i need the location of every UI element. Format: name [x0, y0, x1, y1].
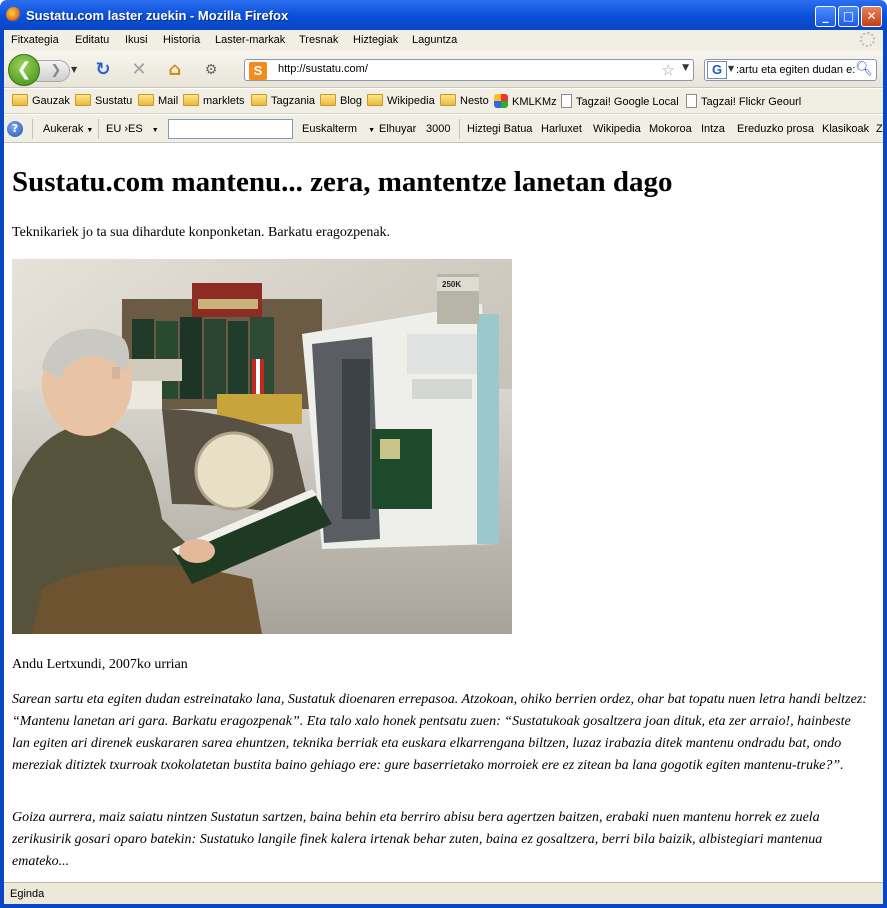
bookmark-blog[interactable]: Blog: [320, 94, 362, 107]
window-title: Sustatu.com laster zuekin - Mozilla Firefox: [26, 8, 289, 23]
menu-hiztegiak[interactable]: Hiztegiak: [353, 34, 399, 46]
bookmark-mail[interactable]: Mail: [138, 94, 178, 107]
firefox-logo-icon: [6, 7, 21, 22]
menu-laster-markak[interactable]: Laster-markak: [215, 34, 286, 46]
home-icon[interactable]: ⌂: [168, 59, 182, 80]
menu-fitxategia[interactable]: Fitxategia: [11, 34, 59, 46]
dictionary-selector[interactable]: Euskalterm ▼: [302, 123, 376, 135]
bookmark-kmlkmz[interactable]: KMLKMz: [494, 94, 557, 108]
link-mokoroa[interactable]: Mokoroa: [649, 123, 692, 135]
article-photo: [12, 259, 512, 634]
dictionary-search-input[interactable]: [168, 119, 293, 139]
back-button[interactable]: ❮: [8, 54, 40, 86]
menu-laguntza[interactable]: Laguntza: [412, 34, 458, 46]
url-text[interactable]: http://sustatu.com/: [278, 63, 368, 75]
search-icon[interactable]: 🔍︎: [855, 61, 873, 77]
reload-icon[interactable]: ↻: [95, 59, 111, 80]
folder-icon: [320, 94, 336, 106]
bookmark-sustatu[interactable]: Sustatu: [75, 94, 132, 107]
bookmark-tagzai-google-local[interactable]: Tagzai! Google Local: [561, 94, 679, 108]
google-search-engine-icon[interactable]: G: [707, 61, 727, 79]
engine-dropdown-icon[interactable]: ▼: [728, 64, 735, 73]
bookmark-tagzania[interactable]: Tagzania: [251, 94, 315, 107]
link-ereduzko-prosa[interactable]: Ereduzko prosa: [737, 123, 815, 135]
page-title: Sustatu.com mantenu... zera, mantentze lanetan dago: [12, 166, 673, 198]
url-dropdown-icon[interactable]: ▼: [682, 63, 689, 73]
minimize-button[interactable]: _: [815, 6, 836, 27]
status-text: Eginda: [10, 888, 45, 900]
window-titlebar[interactable]: [0, 0, 887, 30]
help-icon[interactable]: ?: [7, 121, 23, 137]
menu-bar: [4, 30, 883, 51]
forward-button[interactable]: ❯: [36, 60, 70, 82]
menu-ikusi[interactable]: Ikusi: [125, 34, 148, 46]
folder-icon: [367, 94, 383, 106]
dictionary-toolbar: [4, 115, 883, 143]
extension-icon[interactable]: ⚙: [204, 62, 218, 78]
link-elhuyar[interactable]: Elhuyar: [379, 123, 417, 135]
window-frame-right: [883, 30, 887, 908]
kml-icon: [494, 94, 508, 108]
navigation-toolbar: [4, 51, 883, 88]
dropdown-arrow-icon: ▼: [151, 127, 159, 134]
bookmark-star-icon[interactable]: ☆: [661, 61, 675, 79]
bookmark-gauzak[interactable]: Gauzak: [12, 94, 70, 107]
toolbar-separator: [98, 119, 99, 139]
page-icon: [686, 94, 697, 108]
search-box[interactable]: [704, 59, 877, 81]
status-bar: [4, 882, 883, 904]
bookmark-marklets[interactable]: marklets: [183, 94, 245, 107]
link-harluxet[interactable]: Harluxet: [541, 123, 582, 135]
language-pair-selector[interactable]: EU ›ES ▼: [106, 123, 159, 135]
aukerak-menu[interactable]: Aukerak ▼: [43, 123, 94, 135]
photo-illustration: [12, 259, 512, 634]
stop-icon[interactable]: ✕: [131, 59, 147, 80]
link-intza[interactable]: Intza: [701, 123, 725, 135]
menu-historia[interactable]: Historia: [163, 34, 201, 46]
folder-icon: [138, 94, 154, 106]
lead-text: Teknikariek jo ta sua dihardute konponketan. Barkatu eragozpenak.: [12, 225, 391, 240]
photo-label: 250K: [442, 280, 462, 289]
bookmark-wikipedia[interactable]: Wikipedia: [367, 94, 435, 107]
page-content[interactable]: [4, 144, 883, 882]
photo-caption: Andu Lertxundi, 2007ko urrian: [12, 657, 188, 672]
search-input[interactable]: [736, 62, 856, 78]
bookmarks-toolbar: [4, 89, 883, 114]
maximize-button[interactable]: □: [838, 6, 859, 27]
dropdown-arrow-icon: ▼: [86, 127, 94, 134]
bookmark-tagzai-flickr-geourl[interactable]: Tagzai! Flickr Geourl: [686, 94, 801, 108]
link-overflow[interactable]: Z: [876, 123, 883, 135]
link-klasikoak[interactable]: Klasikoak: [822, 123, 870, 135]
bookmark-nesto[interactable]: Nesto: [440, 94, 489, 107]
article-paragraph-2: Goiza aurrera, maiz saiatu nintzen Sustatun sartzen, baina behin eta berriro abisu bera agertzen baitzen, erabaki nuen mantenu horrek ez zuela zerikusirik gosari oparo batekin: Sustatuko langile finek kalera irtenak behar zuten, baina ez gosaltzera, berri bila baizik, albistegiari mantenua emateko...: [12, 810, 823, 869]
link-wikipedia[interactable]: Wikipedia: [593, 123, 641, 135]
folder-icon: [12, 94, 28, 106]
article-paragraph-1: Sarean sartu eta egiten dudan estreinatako lana, Sustatuk dioenaren errepasoa. Atzokoan, ohiko berrien ordez, ohar bat topatu nuen letra handi beltzez: “Mantenu lanetan ari gara. Barkatu eragozpenak”. Eta talo xalo honek pentsatu zuen: “Sustatukoak gosaltzera joan dituk, eta zer arraio!, hainbeste lan egiten ari direnek euskararen sarea ehuntzen, teknika berriak eta euskara elkarrengana biltzen, luzaz irabazia ditek mantenu ondradu bat, ondo mereziak ditiztek txurroak txokolatetan bustita baino gehiago ere: gure baserrietako morroiek ere ez zitean ba lana gogotik egiten mantenu-truke?”.: [12, 692, 867, 773]
toolbar-separator: [459, 119, 460, 139]
link-3000[interactable]: 3000: [426, 123, 451, 135]
page-icon: [561, 94, 572, 108]
folder-icon: [251, 94, 267, 106]
menu-tresnak[interactable]: Tresnak: [299, 34, 339, 46]
throbber-icon: [860, 32, 875, 47]
menu-editatu[interactable]: Editatu: [75, 34, 110, 46]
dropdown-arrow-icon: ▼: [368, 127, 376, 134]
close-button[interactable]: ✕: [861, 6, 882, 27]
site-favicon: S: [249, 62, 267, 80]
history-dropdown-icon[interactable]: ▼: [71, 65, 78, 74]
link-hiztegi-batua[interactable]: Hiztegi Batua: [467, 123, 533, 135]
window-frame-bottom: [0, 904, 887, 908]
folder-icon: [440, 94, 456, 106]
toolbar-separator: [32, 119, 33, 139]
url-bar[interactable]: [244, 59, 694, 81]
folder-icon: [183, 94, 199, 106]
folder-icon: [75, 94, 91, 106]
